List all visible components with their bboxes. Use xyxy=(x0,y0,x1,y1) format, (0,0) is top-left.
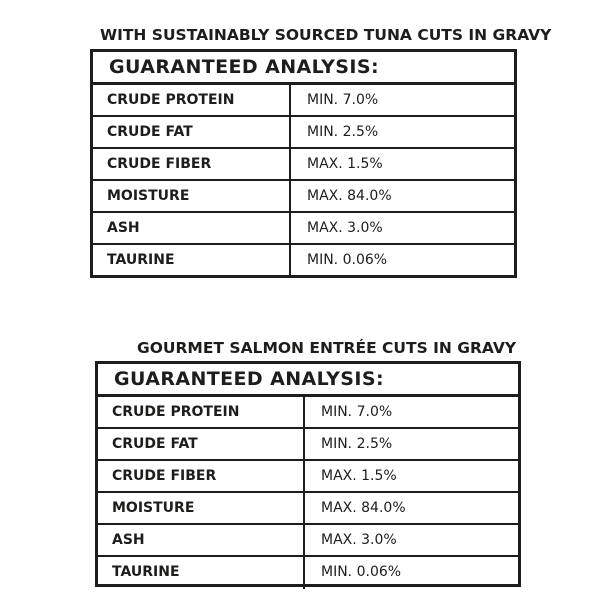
nutrient-name: CRUDE FIBER xyxy=(98,461,305,491)
nutrient-name: TAURINE xyxy=(93,245,291,277)
table-row xyxy=(93,181,514,213)
nutrient-name: CRUDE FAT xyxy=(93,117,291,147)
nutrient-name: ASH xyxy=(98,525,305,555)
table-header: GUARANTEED ANALYSIS: xyxy=(98,364,518,397)
nutrient-amount: MIN. 0.06% xyxy=(307,252,388,268)
table-header: GUARANTEED ANALYSIS: xyxy=(93,52,514,85)
nutrient-amount: MIN. 7.0% xyxy=(307,92,379,108)
tuna-guaranteed-analysis-table xyxy=(90,49,517,278)
table-row xyxy=(93,213,514,245)
table-row xyxy=(98,429,518,461)
table-row xyxy=(93,245,514,277)
nutrient-amount: MAX. 3.0% xyxy=(321,532,397,548)
table-row xyxy=(98,557,518,589)
table-row xyxy=(93,149,514,181)
nutrient-amount: MAX. 1.5% xyxy=(307,156,383,172)
salmon-panel-title: GOURMET SALMON ENTRÉE CUTS IN GRAVY xyxy=(137,339,517,357)
nutrient-amount: MAX. 84.0% xyxy=(321,500,406,516)
nutrient-name: TAURINE xyxy=(98,557,305,589)
nutrient-amount: MAX. 3.0% xyxy=(307,220,383,236)
nutrient-amount: MAX. 84.0% xyxy=(307,188,392,204)
nutrient-name: MOISTURE xyxy=(93,181,291,211)
nutrient-amount: MIN. 2.5% xyxy=(307,124,379,140)
table-row xyxy=(98,397,518,429)
nutrient-name: ASH xyxy=(93,213,291,243)
nutrient-name: CRUDE PROTEIN xyxy=(98,397,305,427)
nutrient-amount: MIN. 0.06% xyxy=(321,564,402,580)
salmon-guaranteed-analysis-table xyxy=(95,361,521,587)
nutrient-name: CRUDE PROTEIN xyxy=(93,85,291,115)
nutrient-amount: MAX. 1.5% xyxy=(321,468,397,484)
table-row xyxy=(98,525,518,557)
tuna-panel-title: WITH SUSTAINABLY SOURCED TUNA CUTS IN GRAVY xyxy=(100,26,552,44)
table-row xyxy=(98,461,518,493)
nutrient-name: CRUDE FAT xyxy=(98,429,305,459)
table-row xyxy=(98,493,518,525)
nutrient-name: MOISTURE xyxy=(98,493,305,523)
table-row xyxy=(93,85,514,117)
nutrient-name: CRUDE FIBER xyxy=(93,149,291,179)
table-row xyxy=(93,117,514,149)
nutrient-amount: MIN. 2.5% xyxy=(321,436,393,452)
nutrient-amount: MIN. 7.0% xyxy=(321,404,393,420)
